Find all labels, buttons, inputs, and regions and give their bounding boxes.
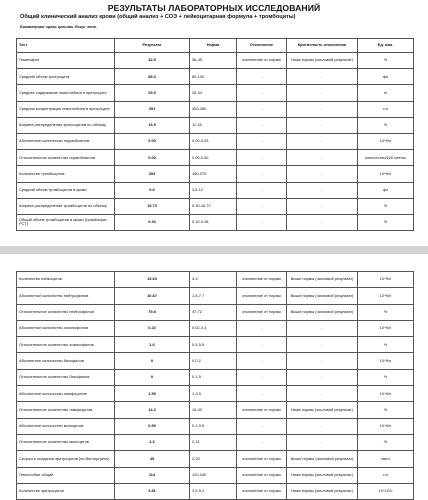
result-value-cell: 0 — [115, 369, 190, 385]
table-row — [17, 451, 414, 467]
criticality-cell: Выше нормы (числовой результат) — [287, 272, 358, 288]
deviation-cell: отклонение от нормы — [237, 402, 287, 418]
result-value-cell: 4.3 — [115, 434, 190, 450]
test-name-cell: Относительное количество нейтрофилов — [17, 304, 115, 320]
test-name-cell: Средняя концентрация гемоглобина в эритроците — [17, 101, 115, 117]
column-header-criticality: Критичность отклонения — [287, 39, 358, 53]
deviation-cell: - — [237, 182, 287, 198]
table-row — [17, 214, 414, 230]
deviation-cell: - — [237, 214, 287, 230]
test-name-cell: Количество лейкоцитов — [17, 272, 115, 288]
result-value-cell: 85.3 — [115, 69, 190, 85]
result-value-cell: 13.9 — [115, 117, 190, 133]
table-row — [17, 467, 414, 483]
unit-cell: 10^9/л — [358, 133, 414, 149]
unit-cell: г/л — [358, 467, 414, 483]
result-value-cell: 0.59 — [115, 418, 190, 434]
test-name-cell: Среднее содержание гемоглобина в эритроците — [17, 85, 115, 101]
table-row — [17, 353, 414, 369]
table-row — [17, 150, 414, 166]
unit-cell: % — [358, 53, 414, 69]
test-name-cell: Ширина распределения эритроцитов по объему — [17, 117, 115, 133]
test-name-cell: Общий объем тромбоцитов в крови (тромбокрит, PCT) — [17, 214, 115, 230]
table-row — [17, 304, 414, 320]
result-value-cell: 9.6 — [115, 182, 190, 198]
deviation-cell: отклонение от нормы — [237, 483, 287, 499]
norm-range-cell: 26-34 — [190, 85, 237, 101]
result-value-cell: 3.81 — [115, 483, 190, 499]
table-row — [17, 483, 414, 499]
table-row — [17, 418, 414, 434]
norm-range-cell: 9.30-16.70 — [190, 198, 237, 214]
norm-range-cell: 0.1-0.8 — [190, 418, 237, 434]
report-page-2 — [0, 254, 428, 500]
deviation-cell: - — [237, 150, 287, 166]
unit-cell: % — [358, 337, 414, 353]
test-name-cell: Гематокрит — [17, 53, 115, 69]
norm-range-cell: 0-0.2 — [190, 353, 237, 369]
deviation-cell: - — [237, 353, 287, 369]
table-row — [17, 369, 414, 385]
norm-range-cell: 19-40 — [190, 402, 237, 418]
table-header-row — [17, 39, 414, 53]
table-row — [17, 69, 414, 85]
page-separator — [0, 246, 428, 254]
deviation-cell: - — [237, 85, 287, 101]
table-row — [17, 434, 414, 450]
unit-cell: % — [358, 402, 414, 418]
test-name-cell: Абсолютное количество эозинофилов — [17, 320, 115, 336]
result-value-cell: 351 — [115, 101, 190, 117]
result-value-cell: 13.63 — [115, 272, 190, 288]
criticality-cell: - — [287, 133, 358, 149]
results-body-page-2 — [17, 272, 414, 500]
table-row — [17, 337, 414, 353]
results-body-page-1 — [17, 53, 414, 231]
norm-range-cell: 3.9-5.2 — [190, 483, 237, 499]
table-row — [17, 402, 414, 418]
deviation-cell: отклонение от нормы — [237, 272, 287, 288]
result-value-cell: 14.3 — [115, 402, 190, 418]
table-row — [17, 53, 414, 69]
test-name-cell: Относительное количество лимфоцитов — [17, 402, 115, 418]
norm-range-cell: 80-100 — [190, 69, 237, 85]
norm-range-cell: 11-16 — [190, 117, 237, 133]
table-row — [17, 101, 414, 117]
table-row — [17, 320, 414, 336]
deviation-cell: - — [237, 198, 287, 214]
unit-cell: % — [358, 117, 414, 133]
unit-cell: % — [358, 304, 414, 320]
criticality-cell: Ниже нормы (числовой результат) — [287, 467, 358, 483]
deviation-cell: - — [237, 418, 287, 434]
unit-cell: 10^12/л — [358, 483, 414, 499]
result-value-cell: 1.95 — [115, 386, 190, 402]
test-name-cell: Количество тромбоцитов — [17, 166, 115, 182]
result-value-cell: 1.6 — [115, 337, 190, 353]
norm-range-cell: 0.00-0.03 — [190, 133, 237, 149]
norm-range-cell: 2-20 — [190, 451, 237, 467]
norm-range-cell: 4-9 — [190, 272, 237, 288]
unit-cell: 10^9/л — [358, 288, 414, 304]
test-name-cell: Относительное количество эозинофилов — [17, 337, 115, 353]
unit-cell: количество/100 клеток — [358, 150, 414, 166]
criticality-cell: - — [287, 369, 358, 385]
result-value-cell: 49 — [115, 451, 190, 467]
result-value-cell: 0.00 — [115, 133, 190, 149]
result-value-cell: 0.00 — [115, 150, 190, 166]
unit-cell: % — [358, 214, 414, 230]
criticality-cell: - — [287, 166, 358, 182]
criticality-cell: - — [287, 434, 358, 450]
table-row — [17, 198, 414, 214]
table-row — [17, 272, 414, 288]
column-header-test: Тест — [17, 39, 115, 53]
criticality-cell: - — [287, 320, 358, 336]
results-table-page-2 — [16, 271, 414, 500]
criticality-cell: - — [287, 386, 358, 402]
criticality-cell: - — [287, 214, 358, 230]
deviation-cell: - — [237, 369, 287, 385]
criticality-cell: - — [287, 101, 358, 117]
test-name-cell: Абсолютное количество лимфоцитов — [17, 386, 115, 402]
result-value-cell: 0 — [115, 353, 190, 369]
deviation-cell: - — [237, 133, 287, 149]
unit-cell: 10^9/л — [358, 353, 414, 369]
criticality-cell: - — [287, 337, 358, 353]
unit-cell: 10^9/л — [358, 166, 414, 182]
test-name-cell: Относительное количество базофилов — [17, 369, 115, 385]
criticality-cell: Выше нормы (числовой результат) — [287, 288, 358, 304]
unit-cell: 10^9/л — [358, 386, 414, 402]
unit-cell: % — [358, 198, 414, 214]
result-value-cell: 0.22 — [115, 320, 190, 336]
criticality-cell: Выше нормы (числовой результат) — [287, 451, 358, 467]
criticality-cell: Выше нормы (числовой результат) — [287, 304, 358, 320]
result-value-cell: 10.87 — [115, 288, 190, 304]
deviation-cell: - — [237, 101, 287, 117]
result-value-cell: 15.70 — [115, 198, 190, 214]
criticality-cell: Ниже нормы (числовой результат) — [287, 483, 358, 499]
result-value-cell: 354 — [115, 166, 190, 182]
biomaterial-note: Биоматериал: кровь цельная. Локус: вена. — [20, 25, 97, 29]
result-value-cell: 32.5 — [115, 53, 190, 69]
deviation-cell: отклонение от нормы — [237, 467, 287, 483]
test-name-cell: Абсолютное количество базофилов — [17, 353, 115, 369]
deviation-cell: - — [237, 386, 287, 402]
norm-range-cell: 47-72 — [190, 304, 237, 320]
norm-range-cell: 1-3.5 — [190, 386, 237, 402]
unit-cell: 10^9/л — [358, 418, 414, 434]
test-name-cell: Абсолютное количество нормобластов — [17, 133, 115, 149]
norm-range-cell: 120-150 — [190, 467, 237, 483]
deviation-cell: - — [237, 166, 287, 182]
norm-range-cell: 0.00-0.50 — [190, 150, 237, 166]
table-row — [17, 288, 414, 304]
deviation-cell: - — [237, 434, 287, 450]
test-name-cell: Абсолютное количество моноцитов — [17, 418, 115, 434]
report-title: РЕЗУЛЬТАТЫ ЛАБОРАТОРНЫХ ИССЛЕДОВАНИЙ — [107, 3, 321, 13]
deviation-cell: - — [237, 320, 287, 336]
report-page-1 — [0, 0, 428, 246]
result-value-cell: 29.9 — [115, 85, 190, 101]
unit-cell: г/л — [358, 101, 414, 117]
column-header-norm: Норма — [190, 39, 237, 53]
deviation-cell: отклонение от нормы — [237, 304, 287, 320]
criticality-cell: - — [287, 198, 358, 214]
table-row — [17, 117, 414, 133]
unit-cell: 10^9/л — [358, 272, 414, 288]
test-name-cell: Относительное количество моноцитов — [17, 434, 115, 450]
deviation-cell: - — [237, 117, 287, 133]
unit-cell: фл — [358, 182, 414, 198]
test-name-cell: Количество эритроцитов — [17, 483, 115, 499]
deviation-cell: отклонение от нормы — [237, 288, 287, 304]
criticality-cell: - — [287, 353, 358, 369]
criticality-cell: - — [287, 85, 358, 101]
test-name-cell: Гемоглобин общий — [17, 467, 115, 483]
result-value-cell: 114 — [115, 467, 190, 483]
table-row — [17, 85, 414, 101]
norm-range-cell: 300-380 — [190, 101, 237, 117]
deviation-cell: отклонение от нормы — [237, 451, 287, 467]
norm-range-cell: 0-1.5 — [190, 369, 237, 385]
criticality-cell: - — [287, 117, 358, 133]
criticality-cell: - — [287, 182, 358, 198]
deviation-cell: - — [237, 337, 287, 353]
test-name-cell: Относительное количество нормобластов — [17, 150, 115, 166]
deviation-cell: - — [237, 69, 287, 85]
test-name-cell: Средний объем эритроцита — [17, 69, 115, 85]
norm-range-cell: 1.8-7.7 — [190, 288, 237, 304]
unit-cell: пг — [358, 85, 414, 101]
norm-range-cell: 36-45 — [190, 53, 237, 69]
norm-range-cell: 0.19-0.38 — [190, 214, 237, 230]
table-row — [17, 133, 414, 149]
criticality-cell: - — [287, 150, 358, 166]
column-header-unit: Ед. изм. — [358, 39, 414, 53]
norm-range-cell: 3.6-12 — [190, 182, 237, 198]
column-header-deviation: Отклонение — [237, 39, 287, 53]
unit-cell: 10^9/л — [358, 320, 414, 336]
result-value-cell: 79.8 — [115, 304, 190, 320]
test-name-cell: Средний объем тромбоцитов в крови — [17, 182, 115, 198]
test-name-cell: Ширина распределения тромбоцитов по объему — [17, 198, 115, 214]
criticality-cell: - — [287, 69, 358, 85]
deviation-cell: отклонение от нормы — [237, 53, 287, 69]
norm-range-cell: 0.02-0.4 — [190, 320, 237, 336]
criticality-cell: - — [287, 418, 358, 434]
test-name-cell: Абсолютное количество нейтрофилов — [17, 288, 115, 304]
table-row — [17, 386, 414, 402]
table-row — [17, 182, 414, 198]
norm-range-cell: 2-11 — [190, 434, 237, 450]
unit-cell: % — [358, 369, 414, 385]
column-header-result: Результат — [115, 39, 190, 53]
unit-cell: % — [358, 434, 414, 450]
results-table-page-1 — [16, 38, 414, 231]
criticality-cell: Ниже нормы (числовой результат) — [287, 402, 358, 418]
norm-range-cell: 0.5-5.5 — [190, 337, 237, 353]
test-name-cell: Скорость оседания эритроцитов (по Вестергрену) — [17, 451, 115, 467]
result-value-cell: 0.34 — [115, 214, 190, 230]
analysis-subtitle: Общий клинический анализ крови (общий анализ + СОЭ + лейкоцитарная формула + тромбоциты) — [20, 14, 296, 20]
table-row — [17, 166, 414, 182]
unit-cell: мм/ч — [358, 451, 414, 467]
criticality-cell: Ниже нормы (числовой результат) — [287, 53, 358, 69]
unit-cell: фл — [358, 69, 414, 85]
norm-range-cell: 180-370 — [190, 166, 237, 182]
